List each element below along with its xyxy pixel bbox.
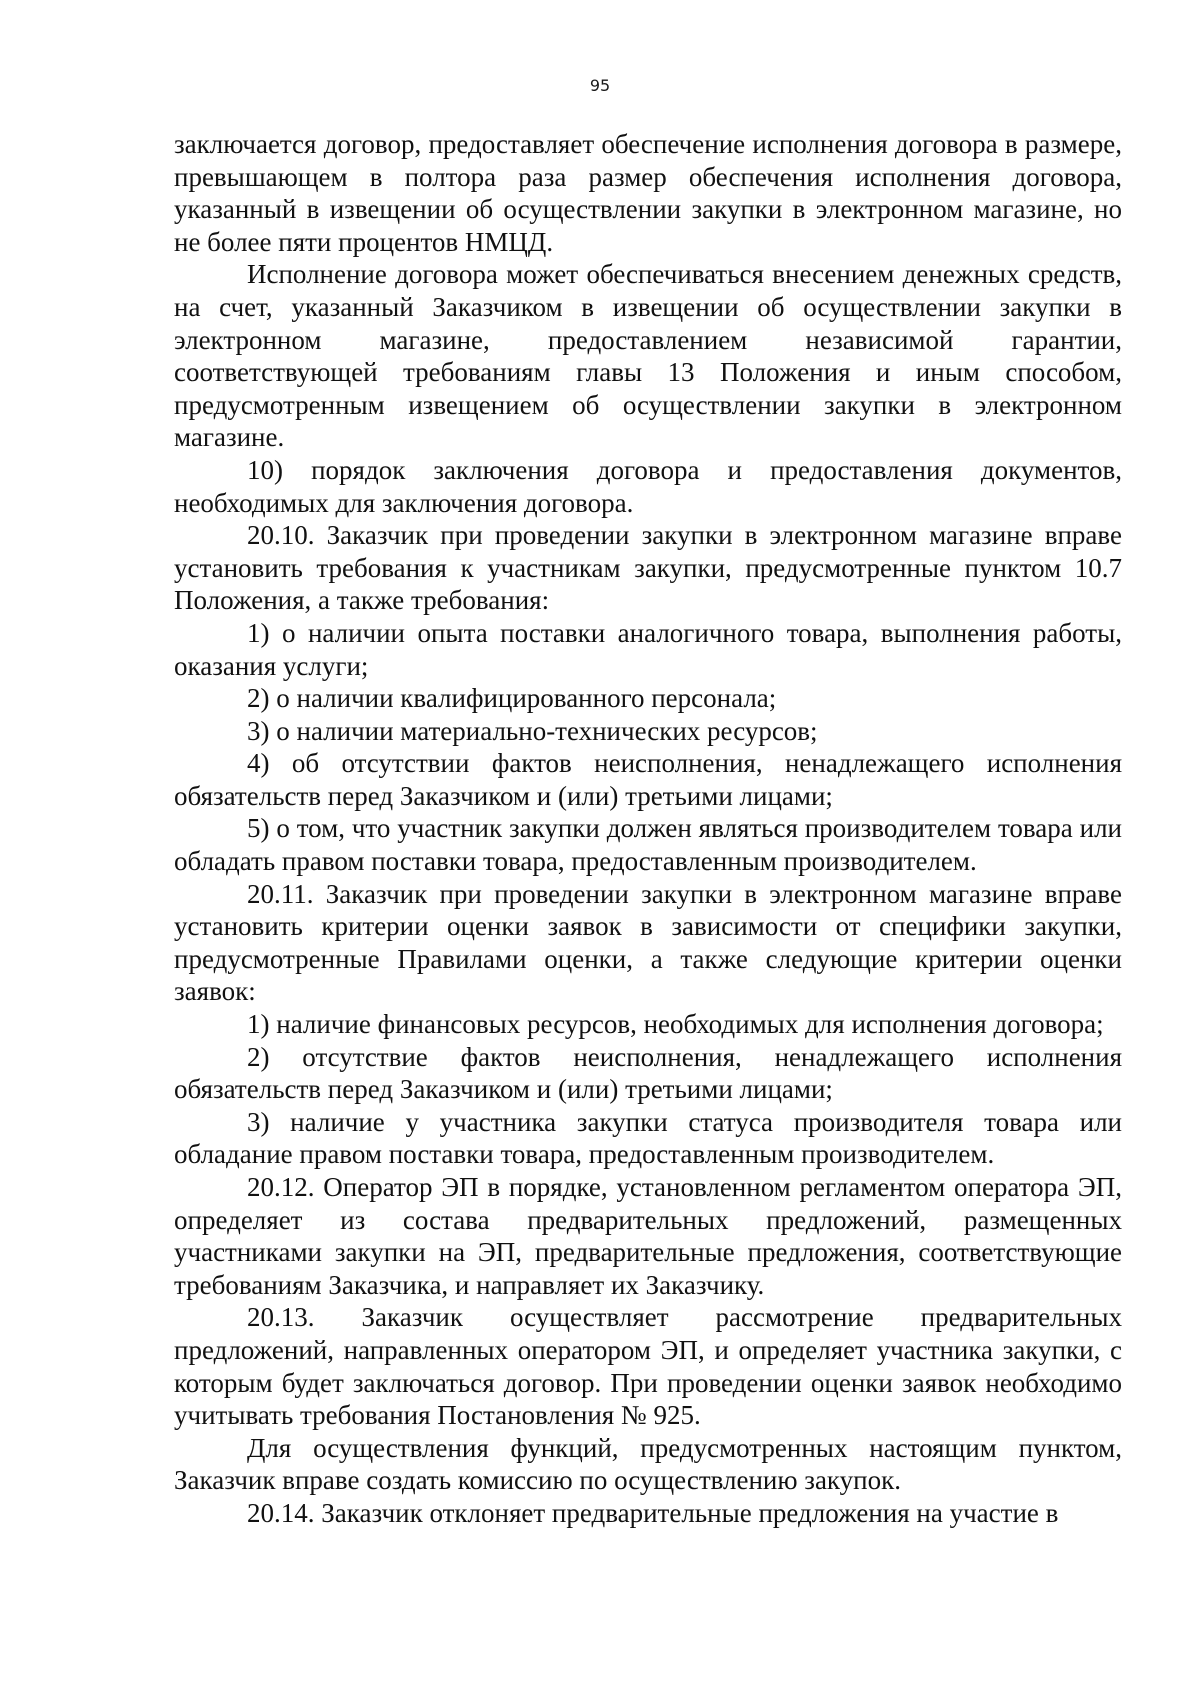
paragraph-requirement-4: 4) об отсутствии фактов неисполнения, ненадлежащего исполнения обязательств перед Заказчиком и (или) третьими лицами; (174, 748, 1122, 811)
paragraph-section-20-11: 20.11. Заказчик при проведении закупки в электронном магазине вправе установить критерии оценки заявок в зависимости от специфики закупки, предусмотренные Правилами оценки, а также следующие критерии оценки заявок: (174, 878, 1122, 1007)
paragraph-commission: Для осуществления функций, предусмотренных настоящим пунктом, Заказчик вправе создать комиссию по осуществлению закупок. (174, 1432, 1122, 1496)
paragraph-requirement-2: 2) о наличии квалифицированного персонала; (247, 683, 777, 714)
paragraph-criterion-3: 3) наличие у участника закупки статуса производителя товара или обладание правом поставки товара, предоставленным производителем. (174, 1106, 1122, 1170)
document-body (174, 128, 1122, 1530)
page-number: 95 (589, 76, 611, 95)
paragraph-requirement-3: 3) о наличии материально-технических ресурсов; (247, 715, 818, 746)
paragraph-continuation: заключается договор, предоставляет обеспечение исполнения договора в размере, превышающем в полтора раза размер обеспечения исполнения договора, указанный в извещении об осуществлении закупки в электронном магазине, но не более пяти процентов НМЦД. (174, 129, 1122, 257)
paragraph-section-20-12: 20.12. Оператор ЭП в порядке, установленном регламентом оператора ЭП, определяет из состава предварительных предложений, размещенных участниками закупки на ЭП, предварительные предложения, соответствующие требованиям Заказчика, и направляет их Заказчику. (174, 1172, 1122, 1300)
paragraph-contract-security: Исполнение договора может обеспечиваться внесением денежных средств, на счет, указанный Заказчиком в извещении об осуществлении закупки в электронном магазине, предоставлением независимой гарантии, соответствующей требованиям главы 13 Положения и иным способом, предусмотренным извещением об осуществлении закупки в электронном магазине. (174, 259, 1122, 453)
paragraph-section-20-10: 20.10. Заказчик при проведении закупки в электронном магазине вправе установить требования к участникам закупки, предусмотренные пунктом 10.7 Положения, а также требования: (174, 520, 1122, 616)
paragraph-requirement-5: 5) о том, что участник закупки должен являться производителем товара или обладать правом поставки товара, предоставленным производителем. (174, 813, 1122, 877)
paragraph-criterion-1: 1) наличие финансовых ресурсов, необходимых для исполнения договора; (247, 1009, 1104, 1040)
paragraph-item-10: 10) порядок заключения договора и предоставления документов, необходимых для заключения договора. (174, 454, 1122, 518)
paragraph-section-20-13: 20.13. Заказчик осуществляет рассмотрение предварительных предложений, направленных оператором ЭП, и определяет участника закупки, с которым будет заключаться договор. При проведении оценки заявок необходимо учитывать требования Постановления № 925. (174, 1302, 1122, 1431)
paragraph-criterion-2: 2) отсутствие фактов неисполнения, ненадлежащего исполнения обязательств перед Заказчиком и (или) третьими лицами; (174, 1041, 1122, 1105)
paragraph-requirement-1: 1) о наличии опыта поставки аналогичного товара, выполнения работы, оказания услуги; (174, 617, 1122, 681)
paragraph-section-20-14: 20.14. Заказчик отклоняет предварительные предложения на участие в (247, 1497, 1059, 1528)
